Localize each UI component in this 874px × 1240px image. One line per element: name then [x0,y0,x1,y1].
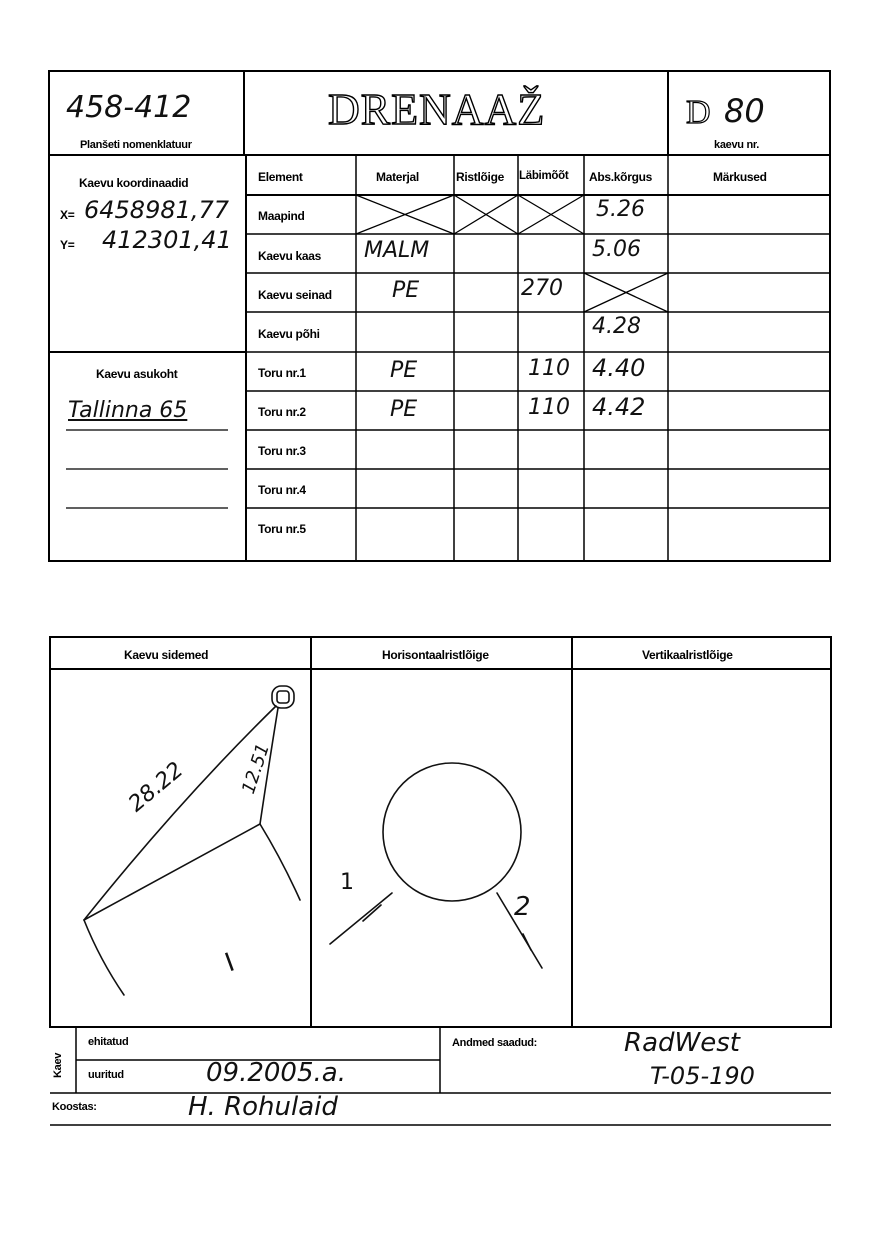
header-markused: Märkused [713,170,767,184]
andmed-reference: T-05-190 [650,1062,755,1090]
abs-height-value: 4.42 [592,393,646,421]
diameter-value: 270 [521,276,563,301]
location-value: Tallinna 65 [68,398,188,423]
sketch-distance-label: 28.22 [124,757,189,818]
material-value: PE [390,358,418,383]
coordinate-y-value: 412301,41 [102,226,232,254]
nomenclature-label: Planšeti nomenklatuur [80,139,192,151]
kaev-label: Kaev [52,1052,64,1078]
material-value: PE [390,397,418,422]
nomenclature-value: 458-412 [66,90,192,125]
coordinate-y-prefix: Y= [60,238,75,252]
andmed-label: Andmed saadud: [452,1037,538,1049]
abs-height-value: 4.40 [592,354,646,382]
sketch-distance-label: 12.51 [238,740,274,797]
abs-height-value: 5.26 [596,197,645,222]
koostas-label: Koostas: [52,1101,97,1113]
header-materjal: Materjal [376,170,419,184]
abs-height-value: 5.06 [592,237,641,262]
column-header-sidemed: Kaevu sidemed [124,648,209,662]
row-element: Kaevu seinad [258,288,332,302]
row-element: Maapind [258,209,305,223]
row-element: Kaevu kaas [258,249,322,263]
material-value: MALM [364,238,430,263]
diameter-value: 110 [528,356,570,381]
uuritud-value: 09.2005.a. [206,1058,346,1088]
header-abs-korgus: Abs.kõrgus [589,170,653,184]
andmed-source: RadWest [624,1028,740,1058]
column-header-horizontal: Horisontaalristlõige [382,648,489,662]
well-number-label: kaevu nr. [714,139,759,151]
location-label: Kaevu asukoht [96,367,178,381]
pipe-label: 2 [514,892,531,922]
column-header-vertical: Vertikaalristlõige [642,648,733,662]
row-element: Toru nr.2 [258,405,306,419]
koostas-value: H. Rohulaid [188,1092,338,1122]
row-element: Toru nr.5 [258,522,306,536]
header-element: Element [258,170,303,184]
well-number: 80 [724,92,765,130]
diameter-value: 110 [528,395,570,420]
sketch-roman-label: I [221,947,239,979]
abs-height-value: 4.28 [592,314,641,339]
coordinates-label: Kaevu koordinaadid [79,176,189,190]
coordinate-x-value: 6458981,77 [84,196,230,224]
well-prefix: D [686,94,711,131]
row-element: Toru nr.4 [258,483,306,497]
row-element: Toru nr.3 [258,444,306,458]
header-ristloige: Ristlõige [456,170,504,184]
page-title: DRENAAŽ [328,85,546,134]
ehitatud-label: ehitatud [88,1036,129,1048]
uuritud-label: uuritud [88,1069,124,1081]
row-element: Kaevu põhi [258,327,320,341]
row-element: Toru nr.1 [258,366,306,380]
header-labimoot: Läbimõõt [519,170,569,182]
coordinate-x-prefix: X= [60,208,75,222]
material-value: PE [392,278,420,303]
pipe-label: 1 [340,870,354,895]
